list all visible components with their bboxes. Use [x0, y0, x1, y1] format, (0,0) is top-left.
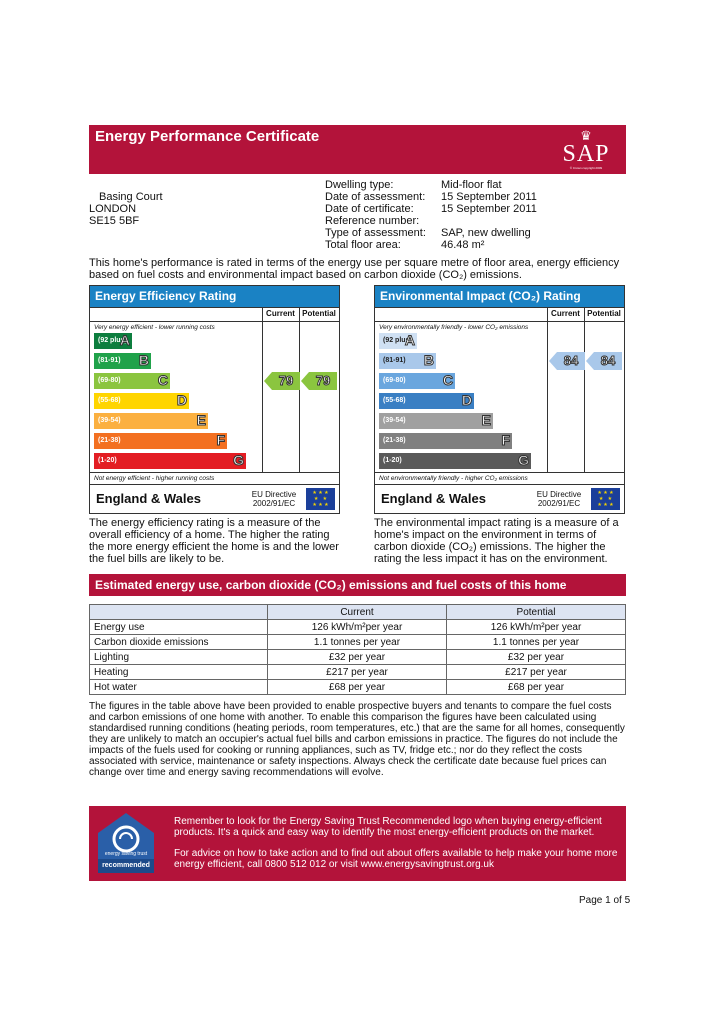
band-letter: D: [176, 392, 187, 408]
detail-label: Total floor area:: [325, 239, 401, 251]
address-line: SE15 5BF: [89, 215, 140, 227]
band-letter: G: [233, 452, 244, 468]
environmental-impact-panel: [374, 285, 625, 514]
rating-band-f: [94, 433, 227, 449]
band-letter: B: [423, 352, 434, 368]
band-letter: E: [481, 412, 491, 428]
table-row: [90, 650, 626, 665]
intro-text: This home's performance is rated in terms of the energy use per square metre of floor area, energy efficiency based on fuel costs and environmental impact based on carbon dioxide (CO₂) emissions.: [89, 257, 620, 281]
detail-label: Date of certificate:: [325, 203, 414, 215]
bottom-note: Not energy efficient - higher running costs: [94, 475, 215, 482]
rating-value: 84: [594, 352, 622, 370]
rating-band-f: [379, 433, 512, 449]
band-letter: D: [461, 392, 472, 408]
rating-arrow-current: [549, 352, 585, 370]
row-potential: £217 per year: [447, 665, 626, 680]
top-note: Very energy efficient - lower running costs: [94, 324, 215, 331]
rating-band-c: [94, 373, 170, 389]
band-range: (81-91): [383, 357, 406, 364]
row-current: 1.1 tonnes per year: [268, 635, 447, 650]
rating-band-d: [379, 393, 474, 409]
detail-value: Mid-floor flat: [441, 179, 502, 191]
row-potential: £68 per year: [447, 680, 626, 695]
detail-value: 15 September 2011: [441, 203, 537, 215]
band-range: (39-54): [98, 417, 121, 424]
top-note: Very environmentally friendly - lower CO₂ emissions: [379, 324, 529, 331]
eu-directive-code: 2002/91/EC: [252, 499, 296, 508]
table-header-blank: [90, 605, 268, 620]
estimated-section-title: Estimated energy use, carbon dioxide (CO₂) emissions and fuel costs of this home: [89, 574, 626, 596]
detail-label: Reference number:: [325, 215, 420, 227]
address-line: Basing Court: [99, 191, 163, 203]
band-range: (39-54): [383, 417, 406, 424]
band-letter: C: [157, 372, 168, 388]
rating-band-a: [379, 333, 417, 349]
table-row: [90, 635, 626, 650]
energy-saving-trust-logo: [94, 811, 158, 875]
bottom-note: Not environmentally friendly - higher CO₂ emissions: [379, 475, 528, 482]
sap-logo: [554, 129, 618, 171]
band-range: (92 plus): [383, 337, 412, 344]
band-letter: A: [404, 332, 415, 348]
energy-saving-banner: [89, 806, 626, 881]
sap-logo-text: SAP: [562, 141, 610, 167]
band-range: (55-68): [383, 397, 406, 404]
energy-efficiency-panel: [89, 285, 340, 514]
row-label: Energy use: [90, 620, 268, 635]
rating-value: 84: [557, 352, 585, 370]
table-header-current: Current: [268, 605, 447, 620]
estimated-table: [89, 604, 626, 695]
table-header-row: [90, 605, 626, 620]
detail-label: Dwelling type:: [325, 179, 394, 191]
detail-value: SAP, new dwelling: [441, 227, 531, 239]
band-range: (69-80): [98, 377, 121, 384]
region-label: England & Wales: [96, 491, 201, 506]
row-label: Hot water: [90, 680, 268, 695]
table-header-potential: Potential: [447, 605, 626, 620]
row-current: £217 per year: [268, 665, 447, 680]
column-potential: Potential: [302, 309, 336, 318]
table-row: [90, 680, 626, 695]
eu-flag-icon: ★ ★ ★ ★ ★ ★ ★ ★: [591, 488, 620, 510]
rating-band-g: [379, 453, 531, 469]
crown-icon: ♛: [580, 128, 592, 143]
band-range: (92 plus): [98, 337, 127, 344]
band-range: (55-68): [98, 397, 121, 404]
detail-value: 46.48 m²: [441, 239, 485, 251]
eu-directive: [531, 490, 587, 508]
band-letter: A: [119, 332, 130, 348]
column-current: Current: [266, 309, 295, 318]
detail-label: Date of assessment:: [325, 191, 426, 203]
row-potential: 126 kWh/m²per year: [447, 620, 626, 635]
band-range: (69-80): [383, 377, 406, 384]
banner-text: [174, 816, 619, 870]
rating-band-g: [94, 453, 246, 469]
rating-band-e: [379, 413, 493, 429]
band-letter: F: [501, 432, 510, 448]
banner-text-2: For advice on how to take action and to find out about offers available to help make your home more energy efficient, call 0800 512 012 or visit www.energysavingtrust.org.uk: [174, 848, 618, 870]
rating-band-d: [94, 393, 189, 409]
banner-text-1: Remember to look for the Energy Saving Trust Recommended logo when buying energy-efficient products. It's a quick and easy way to identify the most energy-efficient products on the market.: [174, 816, 602, 838]
eu-directive: [246, 490, 302, 508]
column-current: Current: [551, 309, 580, 318]
band-letter: F: [216, 432, 225, 448]
panel-title: Environmental Impact (CO₂) Rating: [375, 286, 624, 307]
detail-value: 15 September 2011: [441, 191, 537, 203]
row-current: £32 per year: [268, 650, 447, 665]
logo-line1: energy saving trust: [104, 851, 148, 857]
band-letter: C: [442, 372, 453, 388]
certificate-title: Energy Performance Certificate: [95, 128, 320, 145]
detail-label: Type of assessment:: [325, 227, 426, 239]
row-label: Heating: [90, 665, 268, 680]
band-range: (81-91): [98, 357, 121, 364]
eu-directive-label: EU Directive: [251, 490, 297, 499]
eu-directive-code: 2002/91/EC: [537, 499, 581, 508]
table-row: [90, 620, 626, 635]
sap-logo-small: © Crown copyright 2009: [569, 166, 603, 170]
band-letter: E: [196, 412, 206, 428]
band-range: (1-20): [383, 457, 402, 464]
logo-line2: recommended: [102, 862, 150, 869]
row-label: Carbon dioxide emissions: [90, 635, 268, 650]
band-letter: G: [518, 452, 529, 468]
page-number: Page 1 of 5: [579, 895, 631, 906]
certificate-header: [89, 125, 626, 174]
column-potential: Potential: [587, 309, 621, 318]
rating-band-a: [94, 333, 132, 349]
figures-explanation: The figures in the table above have been provided to enable prospective buyers and tenants to compare the fuel costs and carbon emissions of one home with another. To enable this comparison the figures have been calculated using standardised running conditions (heating periods, room temperatures, etc.) that are the same for all homes, consequently they are unlikely to match an occupier's actual fuel bills and carbon emissions in practice. The figures do not include the impacts of the fuels used for cooking or running appliances, such as TV, fridge etc.; nor do they reflect the costs associated with service, maintenance or safety inspections. Always check the certificate date because fuel prices can change over time and energy saving recommendations will evolve.: [89, 701, 625, 778]
eu-flag-icon: ★ ★ ★ ★ ★ ★ ★ ★: [306, 488, 335, 510]
rating-band-b: [379, 353, 436, 369]
row-current: 126 kWh/m²per year: [268, 620, 447, 635]
row-potential: 1.1 tonnes per year: [447, 635, 626, 650]
band-letter: B: [138, 352, 149, 368]
rating-band-b: [94, 353, 151, 369]
rating-band-c: [379, 373, 455, 389]
row-potential: £32 per year: [447, 650, 626, 665]
rating-value: 79: [272, 372, 300, 390]
rating-arrow-potential: [586, 352, 622, 370]
eu-directive-label: EU Directive: [536, 490, 582, 499]
address-line: LONDON: [89, 203, 137, 215]
panel-title: Energy Efficiency Rating: [90, 286, 339, 307]
row-label: Lighting: [90, 650, 268, 665]
row-current: £68 per year: [268, 680, 447, 695]
rating-value: 79: [309, 372, 337, 390]
band-range: (21-38): [383, 437, 406, 444]
band-range: (21-38): [98, 437, 121, 444]
rating-band-e: [94, 413, 208, 429]
table-row: [90, 665, 626, 680]
region-label: England & Wales: [381, 491, 486, 506]
rating-arrow-current: [264, 372, 300, 390]
impact-description: The environmental impact rating is a measure of a home's impact on the environment in terms of carbon dioxide (CO₂) emissions. The higher the rating the less impact it has on the environment.: [374, 517, 619, 565]
band-range: (1-20): [98, 457, 117, 464]
efficiency-description: The energy efficiency rating is a measure of the overall efficiency of a home. The higher the rating the more energy efficient the home is and the lower the fuel bills are likely to be.: [89, 517, 339, 565]
rating-arrow-potential: [301, 372, 337, 390]
